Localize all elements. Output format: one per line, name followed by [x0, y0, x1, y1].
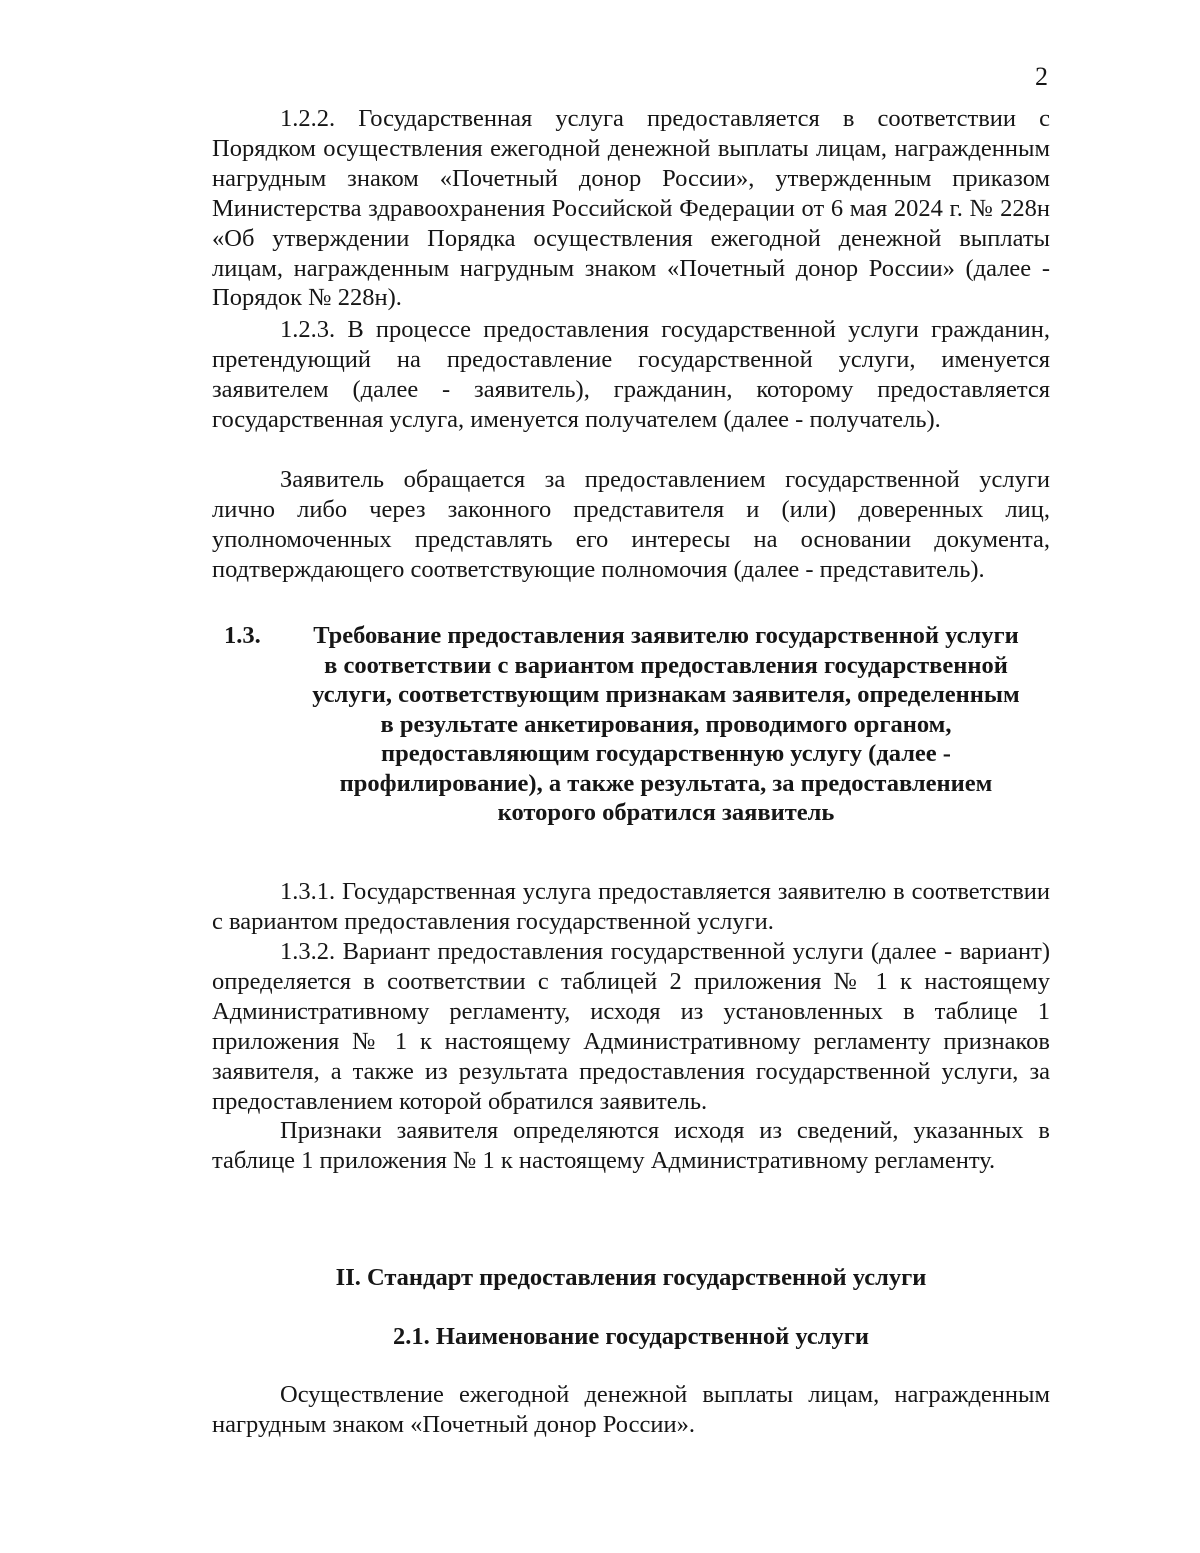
paragraph-applicant-representative: Заявитель обращается за предоставлением государственной услуги лично либо через законного представителя и (или) доверенных лиц, уполномоченных представлять его интересы на основании документа, подтверждающего соответствующие полномочия (далее - представитель).: [212, 466, 1050, 583]
section-2-heading: II. Стандарт предоставления государственной услуги: [335, 1264, 927, 1291]
heading-1-3-line: которого обратился заявитель: [497, 799, 835, 826]
heading-1-3-line: профилирование), а также результата, за предоставлением: [339, 769, 993, 797]
heading-1-3-line: Требование предоставления заявителю государственной услуги: [313, 622, 1019, 649]
paragraph-2-1: Осуществление ежегодной денежной выплаты лицам, награжденным нагрудным знаком «Почетный донор России».: [212, 1381, 1050, 1438]
paragraph-1-2-3: 1.2.3. В процессе предоставления государственной услуги гражданин, претендующий на предоставление государственной услуги, именуется заявителем (далее - заявитель), гражданин, которому предоставляется государственная услуга, именуется получателем (далее - получатель).: [212, 316, 1050, 433]
paragraph-1-3-2: 1.3.2. Вариант предоставления государственной услуги (далее - вариант) определяется в соответствии с таблицей 2 приложения № 1 к настоящему Административному регламенту, исходя из установленных в таблице 1 приложения № 1 к настоящему Административному регламенту признаков заявителя, а также из результата предоставления государственной услуги, за предоставлением которой обратился заявитель.: [212, 938, 1050, 1115]
heading-1-3-line: в соответствии с вариантом предоставления государственной: [324, 651, 1008, 679]
heading-1-3-text: [282, 621, 1050, 828]
heading-1-3: [212, 621, 1050, 831]
page-number: 2: [1035, 62, 1048, 91]
heading-2-1: 2.1. Наименование государственной услуги: [393, 1323, 869, 1350]
paragraph-applicant-attributes: Признаки заявителя определяются исходя из сведений, указанных в таблице 1 приложения № 1 к настоящему Административному регламенту.: [212, 1117, 1050, 1174]
paragraph-1-2-2: 1.2.2. Государственная услуга предоставляется в соответствии с Порядком осуществления ежегодной денежной выплаты лицам, награжденным нагрудным знаком «Почетный донор России», утвержденным приказом Министерства здравоохранения Российской Федерации от 6 мая 2024 г. № 228н «Об утверждении Порядка осуществления ежегодной денежной выплаты лицам, награжденным нагрудным знаком «Почетный донор России» (далее - Порядок № 228н).: [212, 105, 1050, 312]
heading-1-3-line: предоставляющим государственную услугу (далее -: [381, 740, 951, 767]
heading-1-3-number: 1.3.: [224, 622, 261, 649]
heading-1-3-line: услуги, соответствующим признакам заявителя, определенным: [312, 681, 1020, 708]
heading-1-3-line: в результате анкетирования, проводимого органом,: [380, 710, 952, 738]
paragraph-1-3-1: 1.3.1. Государственная услуга предоставляется заявителю в соответствии с вариантом предоставления государственной услуги.: [212, 878, 1050, 935]
